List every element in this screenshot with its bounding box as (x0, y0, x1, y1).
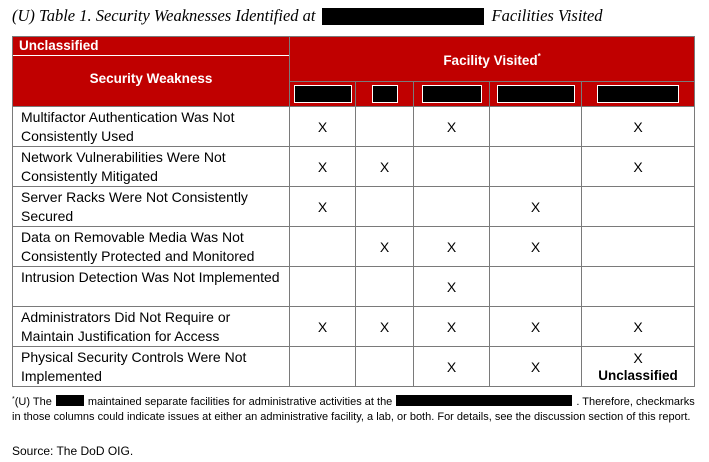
mark-cell: X (414, 227, 490, 267)
mark-cell (290, 267, 356, 307)
redaction-bar (597, 85, 679, 103)
mark-cell: X (290, 187, 356, 227)
mark-cell: X (356, 147, 414, 187)
mark-cell: X (582, 307, 695, 347)
security-weakness-label: Security Weakness (89, 71, 213, 86)
mark-cell: X (414, 107, 490, 147)
mark-cell (490, 147, 582, 187)
table-row (13, 267, 695, 307)
caption-suffix: Facilities Visited (491, 6, 603, 25)
facility-visited-header (290, 37, 695, 82)
mark-cell (356, 267, 414, 307)
mark-cell (490, 107, 582, 147)
redaction-bar (322, 8, 484, 25)
footnote (12, 392, 697, 425)
mark-cell: X (490, 187, 582, 227)
mark-cell: X (490, 227, 582, 267)
table-row (13, 227, 695, 267)
source-note: Source: The DoD OIG. (12, 444, 134, 458)
table-row (13, 147, 695, 187)
redaction-bar (56, 395, 84, 406)
mark-cell: X (356, 227, 414, 267)
weakness-cell: Administrators Did Not Require or Maintain Justification for Access (13, 307, 290, 347)
mark-cell: X (290, 307, 356, 347)
mark-cell: X (582, 147, 695, 187)
mark-cell: X (290, 107, 356, 147)
mark-cell (356, 347, 414, 387)
mark-cell (490, 267, 582, 307)
weakness-cell: Intrusion Detection Was Not Implemented (13, 267, 290, 307)
mark-cell: X (356, 307, 414, 347)
mark-cell (582, 187, 695, 227)
mark-cell (290, 347, 356, 387)
mark-cell: X (414, 267, 490, 307)
footnote-middle: maintained separate facilities for administrative activities at the (87, 396, 393, 408)
weakness-cell: Data on Removable Media Was Not Consistently Protected and Monitored (13, 227, 290, 267)
table-row (13, 347, 695, 387)
redaction-bar (422, 85, 482, 103)
mark-cell: X (490, 347, 582, 387)
table-caption (12, 5, 603, 27)
mark-cell (414, 147, 490, 187)
security-weakness-header (13, 37, 290, 107)
mark-cell (414, 187, 490, 227)
redaction-bar (396, 395, 572, 406)
footnote-marker: * (537, 52, 541, 61)
mark-value: X (633, 349, 643, 366)
table-row (13, 307, 695, 347)
classification-marking-bottom: Unclassified (598, 367, 678, 383)
mark-cell: X (414, 347, 490, 387)
mark-cell: X (290, 147, 356, 187)
facility-column-4-header (490, 82, 582, 107)
footnote-prefix: (U) The (14, 396, 52, 408)
weakness-cell: Server Racks Were Not Consistently Secured (13, 187, 290, 227)
redaction-bar (372, 85, 398, 103)
mark-cell (582, 267, 695, 307)
mark-cell (356, 107, 414, 147)
caption-prefix: (U) Table 1. Security Weaknesses Identified at (12, 6, 316, 25)
mark-cell (290, 227, 356, 267)
facility-column-3-header (414, 82, 490, 107)
redaction-bar (497, 85, 575, 103)
footnote-marker: * (12, 396, 15, 403)
mark-cell: X (582, 107, 695, 147)
mark-cell: X (490, 307, 582, 347)
mark-cell (582, 227, 695, 267)
table-row (13, 187, 695, 227)
mark-cell: X (414, 307, 490, 347)
weakness-cell: Multifactor Authentication Was Not Consistently Used (13, 107, 290, 147)
facility-column-5-header (582, 82, 695, 107)
footnote-suffix: . Therefore, checkmarks in those columns could indicate issues at either an administrative facility, a lab, or both. For details, see the discussion section of this report. (12, 396, 695, 423)
weakness-cell: Network Vulnerabilities Were Not Consistently Mitigated (13, 147, 290, 187)
mark-cell (356, 187, 414, 227)
redaction-bar (294, 85, 352, 103)
security-weakness-table (12, 36, 695, 387)
classification-marking-top: Unclassified (13, 37, 289, 56)
weakness-cell: Physical Security Controls Were Not Implemented (13, 347, 290, 387)
mark-cell (582, 347, 695, 387)
facility-column-2-header (356, 82, 414, 107)
facility-column-1-header (290, 82, 356, 107)
table-row (13, 107, 695, 147)
facility-visited-label: Facility Visited (443, 53, 538, 68)
